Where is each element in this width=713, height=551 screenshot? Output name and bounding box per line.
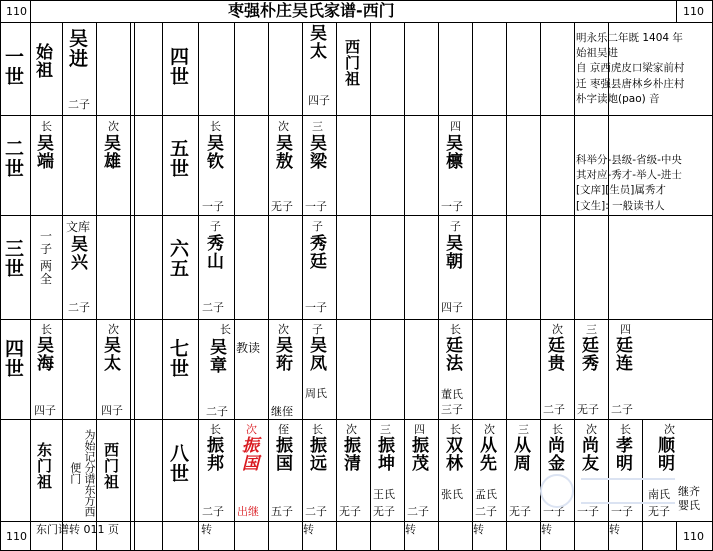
wujin-sons: 二子 (68, 98, 90, 111)
keju-note: 科举分-县级-省级-中央 其对应-秀才-举人-进士 [文庠][生员]属秀才 [文生]: 一般读书人 (576, 154, 682, 212)
rank-c12: 次 (586, 423, 597, 436)
footer-transfer-1: 转 (201, 523, 212, 536)
person-wuqin: 吴 钦 (207, 134, 224, 172)
person-zhenguo-adopted: 振 国 (242, 436, 259, 474)
rank-c9: 次 (484, 423, 495, 436)
person-wuliang: 吴 梁 (310, 134, 327, 172)
person-wuduan: 吴 端 (37, 134, 54, 172)
page-title: 枣强朴庄吴氏家谱-西门 (228, 1, 395, 20)
rank-zi-3: 子 (450, 220, 461, 233)
wuliang-sons: 一子 (305, 200, 327, 213)
footer-transfer-5: 转 (541, 523, 552, 536)
gen-label-8: 八 世 (170, 443, 190, 485)
person-wuchao: 吴 朝 (446, 234, 463, 272)
person-zhenmao: 振 茂 (412, 436, 429, 474)
shunming-wife: 南氏 (648, 488, 670, 501)
person-wuao: 吴 敖 (276, 134, 293, 172)
person-shangjin: 尚 金 (548, 436, 565, 474)
wenku-label: 文库 (66, 220, 91, 234)
one-son-note: 一 子 (40, 229, 53, 256)
dongmen-founder: 东 门 祖 (37, 441, 53, 491)
watermark-seal (535, 465, 685, 518)
fenpu-note: 为始记分谱东方西便门 (68, 429, 96, 517)
xiaoming-sons: 一子 (611, 505, 633, 518)
dongmen-reference: 东门谱转 011 页 (36, 523, 119, 536)
rank-san: 三 (312, 120, 323, 133)
zhenkun-wife: 王氏 (373, 488, 395, 501)
person-wuxiong: 吴 雄 (104, 134, 121, 172)
person-tingxiu: 廷 秀 (582, 336, 599, 374)
rank-zhang-wuhai: 长 (41, 323, 52, 336)
person-wuyin: 吴 檩 (446, 134, 463, 172)
ximen-founder-2: 西 门 祖 (104, 441, 120, 491)
footer-transfer-6: 转 (609, 523, 620, 536)
tingfa-sons: 三子 (441, 403, 463, 416)
person-wuxing: 吴 兴 (71, 235, 88, 273)
shangjin-sons: 一子 (543, 505, 565, 518)
rank-si: 四 (450, 120, 461, 133)
rank-c1: 长 (210, 423, 221, 436)
person-tingfa: 廷 法 (446, 336, 463, 374)
shunming-sons: 无子 (648, 505, 670, 518)
rank-zhang-tingfa: 长 (450, 323, 461, 336)
person-wuhai: 吴 海 (37, 336, 54, 374)
gen-label-2: 二 世 (5, 138, 25, 180)
wuao-sons: 无子 (271, 200, 293, 213)
gen-label-3: 三 世 (5, 238, 25, 280)
liangquan-note: 两 全 (40, 259, 53, 286)
person-wujin: 吴 进 (69, 28, 89, 70)
zhenguo-adopted-note: 出继 (237, 505, 259, 518)
rank-zhang-wuzhang: 长 (220, 323, 231, 336)
zhenguo-sons: 五子 (271, 505, 293, 518)
ximen-founder: 西 门 祖 (345, 38, 361, 88)
person-shuanglin: 双 林 (446, 436, 463, 474)
xiuting-sons: 一子 (305, 301, 327, 314)
rank-zi-1: 子 (210, 220, 221, 233)
wuyin-sons: 一子 (441, 200, 463, 213)
rank-c10: 三 (518, 423, 529, 436)
tinggui-sons: 二子 (543, 403, 565, 416)
person-congxian: 从 先 (480, 436, 497, 474)
rank-ci-wutai: 次 (108, 323, 119, 336)
wufeng-note: 周氏 (305, 387, 327, 400)
rank-ci-2: 次 (278, 120, 289, 133)
gen-label-4-dup: 四 世 (170, 46, 190, 88)
rank-c14: 次 (664, 423, 675, 436)
wutai-sons: 四子 (101, 404, 123, 417)
person-tinggui: 廷 贵 (548, 336, 565, 374)
rank-zhang: 长 (41, 120, 52, 133)
wutai-top-sons: 四子 (308, 94, 330, 107)
wuhai-sons: 四子 (34, 404, 56, 417)
rank-si-tinglian: 四 (620, 323, 631, 336)
wuzhang-sons: 二子 (206, 405, 228, 418)
person-wutai-top: 吴 太 (310, 24, 327, 62)
congxian-sons: 二子 (475, 505, 497, 518)
rank-c6: 三 (380, 423, 391, 436)
gen-label-6: 六 五 (170, 238, 190, 280)
footer-transfer-2: 转 (303, 523, 314, 536)
rank-c4: 长 (312, 423, 323, 436)
person-shangyou: 尚 友 (582, 436, 599, 474)
person-wuzhang: 吴 章 (210, 338, 227, 376)
footer-page-right: 110 (683, 530, 704, 543)
person-tinglian: 廷 连 (616, 336, 633, 374)
xiushan-sons: 二子 (202, 301, 224, 314)
person-shunming: 顺 明 (658, 436, 675, 474)
person-wutai: 吴 太 (104, 336, 121, 374)
rank-zhang-2: 长 (210, 120, 221, 133)
rank-ci-tinggui: 次 (552, 323, 563, 336)
zhenqing-sons: 无子 (339, 505, 361, 518)
gen-label-7: 七 世 (170, 338, 190, 380)
rank-san-tingxiu: 三 (586, 323, 597, 336)
rank-ci: 次 (108, 120, 119, 133)
congxian-wife: 孟氏 (475, 488, 497, 501)
wuchao-sons: 四子 (441, 301, 463, 314)
shangyou-sons: 一子 (577, 505, 599, 518)
tingxiu-sons: 无子 (577, 403, 599, 416)
gen-label-1: 一 世 (5, 46, 25, 88)
zhenkun-sons: 无子 (373, 505, 395, 518)
footer-page-left: 110 (6, 530, 27, 543)
page-number-right: 110 (683, 5, 704, 18)
rank-c3: 侄 (278, 423, 289, 436)
founder-label: 始 祖 (36, 43, 53, 81)
person-xiushan: 秀 山 (207, 234, 224, 272)
person-zhenguo: 振 国 (276, 436, 293, 474)
rank-ci-wuhang: 次 (278, 323, 289, 336)
person-congzhou: 从 周 (514, 436, 531, 474)
rank-c13: 长 (620, 423, 631, 436)
rank-c7: 四 (414, 423, 425, 436)
rank-c2: 次 (246, 423, 257, 436)
person-wufeng: 吴 凤 (310, 336, 327, 374)
tingfa-wife: 董氏 (441, 388, 463, 401)
person-zhenyuan: 振 远 (310, 436, 327, 474)
footer-transfer-3: 转 (405, 523, 416, 536)
rank-zi-2: 子 (312, 220, 323, 233)
zhenyuan-sons: 二子 (305, 505, 327, 518)
person-xiaoming: 孝 明 (616, 436, 633, 474)
jiaodu-note: 教读 (236, 341, 261, 355)
rank-c5: 次 (346, 423, 357, 436)
jiqi-note: 继齐 (678, 485, 700, 498)
person-xiuting: 秀 廷 (310, 234, 327, 272)
person-zhenkun: 振 坤 (378, 436, 395, 474)
wuqin-sons: 一子 (202, 200, 224, 213)
footer-transfer-4: 转 (473, 523, 484, 536)
rank-c8: 长 (450, 423, 461, 436)
rank-zi-wufeng: 子 (312, 323, 323, 336)
person-wuhang: 吴 珩 (276, 336, 293, 374)
page-number-left: 110 (6, 5, 27, 18)
wuhang-note: 继侄 (271, 405, 293, 418)
zhenmao-sons: 二子 (407, 505, 429, 518)
person-zhenbang: 振 邦 (207, 436, 224, 474)
shuanglin-wife: 张氏 (441, 488, 463, 501)
person-zhenqing: 振 清 (344, 436, 361, 474)
rank-c11: 长 (552, 423, 563, 436)
gen-label-4: 四 世 (5, 338, 25, 380)
tinglian-sons: 二子 (611, 403, 633, 416)
congzhou-sons: 无子 (509, 505, 531, 518)
ying-note: 婴氏 (678, 499, 700, 512)
gen-label-5: 五 世 (170, 138, 190, 180)
wuxing-sons: 二子 (68, 301, 90, 314)
zhenbang-sons: 二子 (202, 505, 224, 518)
history-note: 明永乐二年既 1404 年 始祖吴进 自 京西虎皮口梁家前村 迁 枣强县唐林乡朴庄村 朴字读炮(pao) 音 (576, 32, 685, 105)
